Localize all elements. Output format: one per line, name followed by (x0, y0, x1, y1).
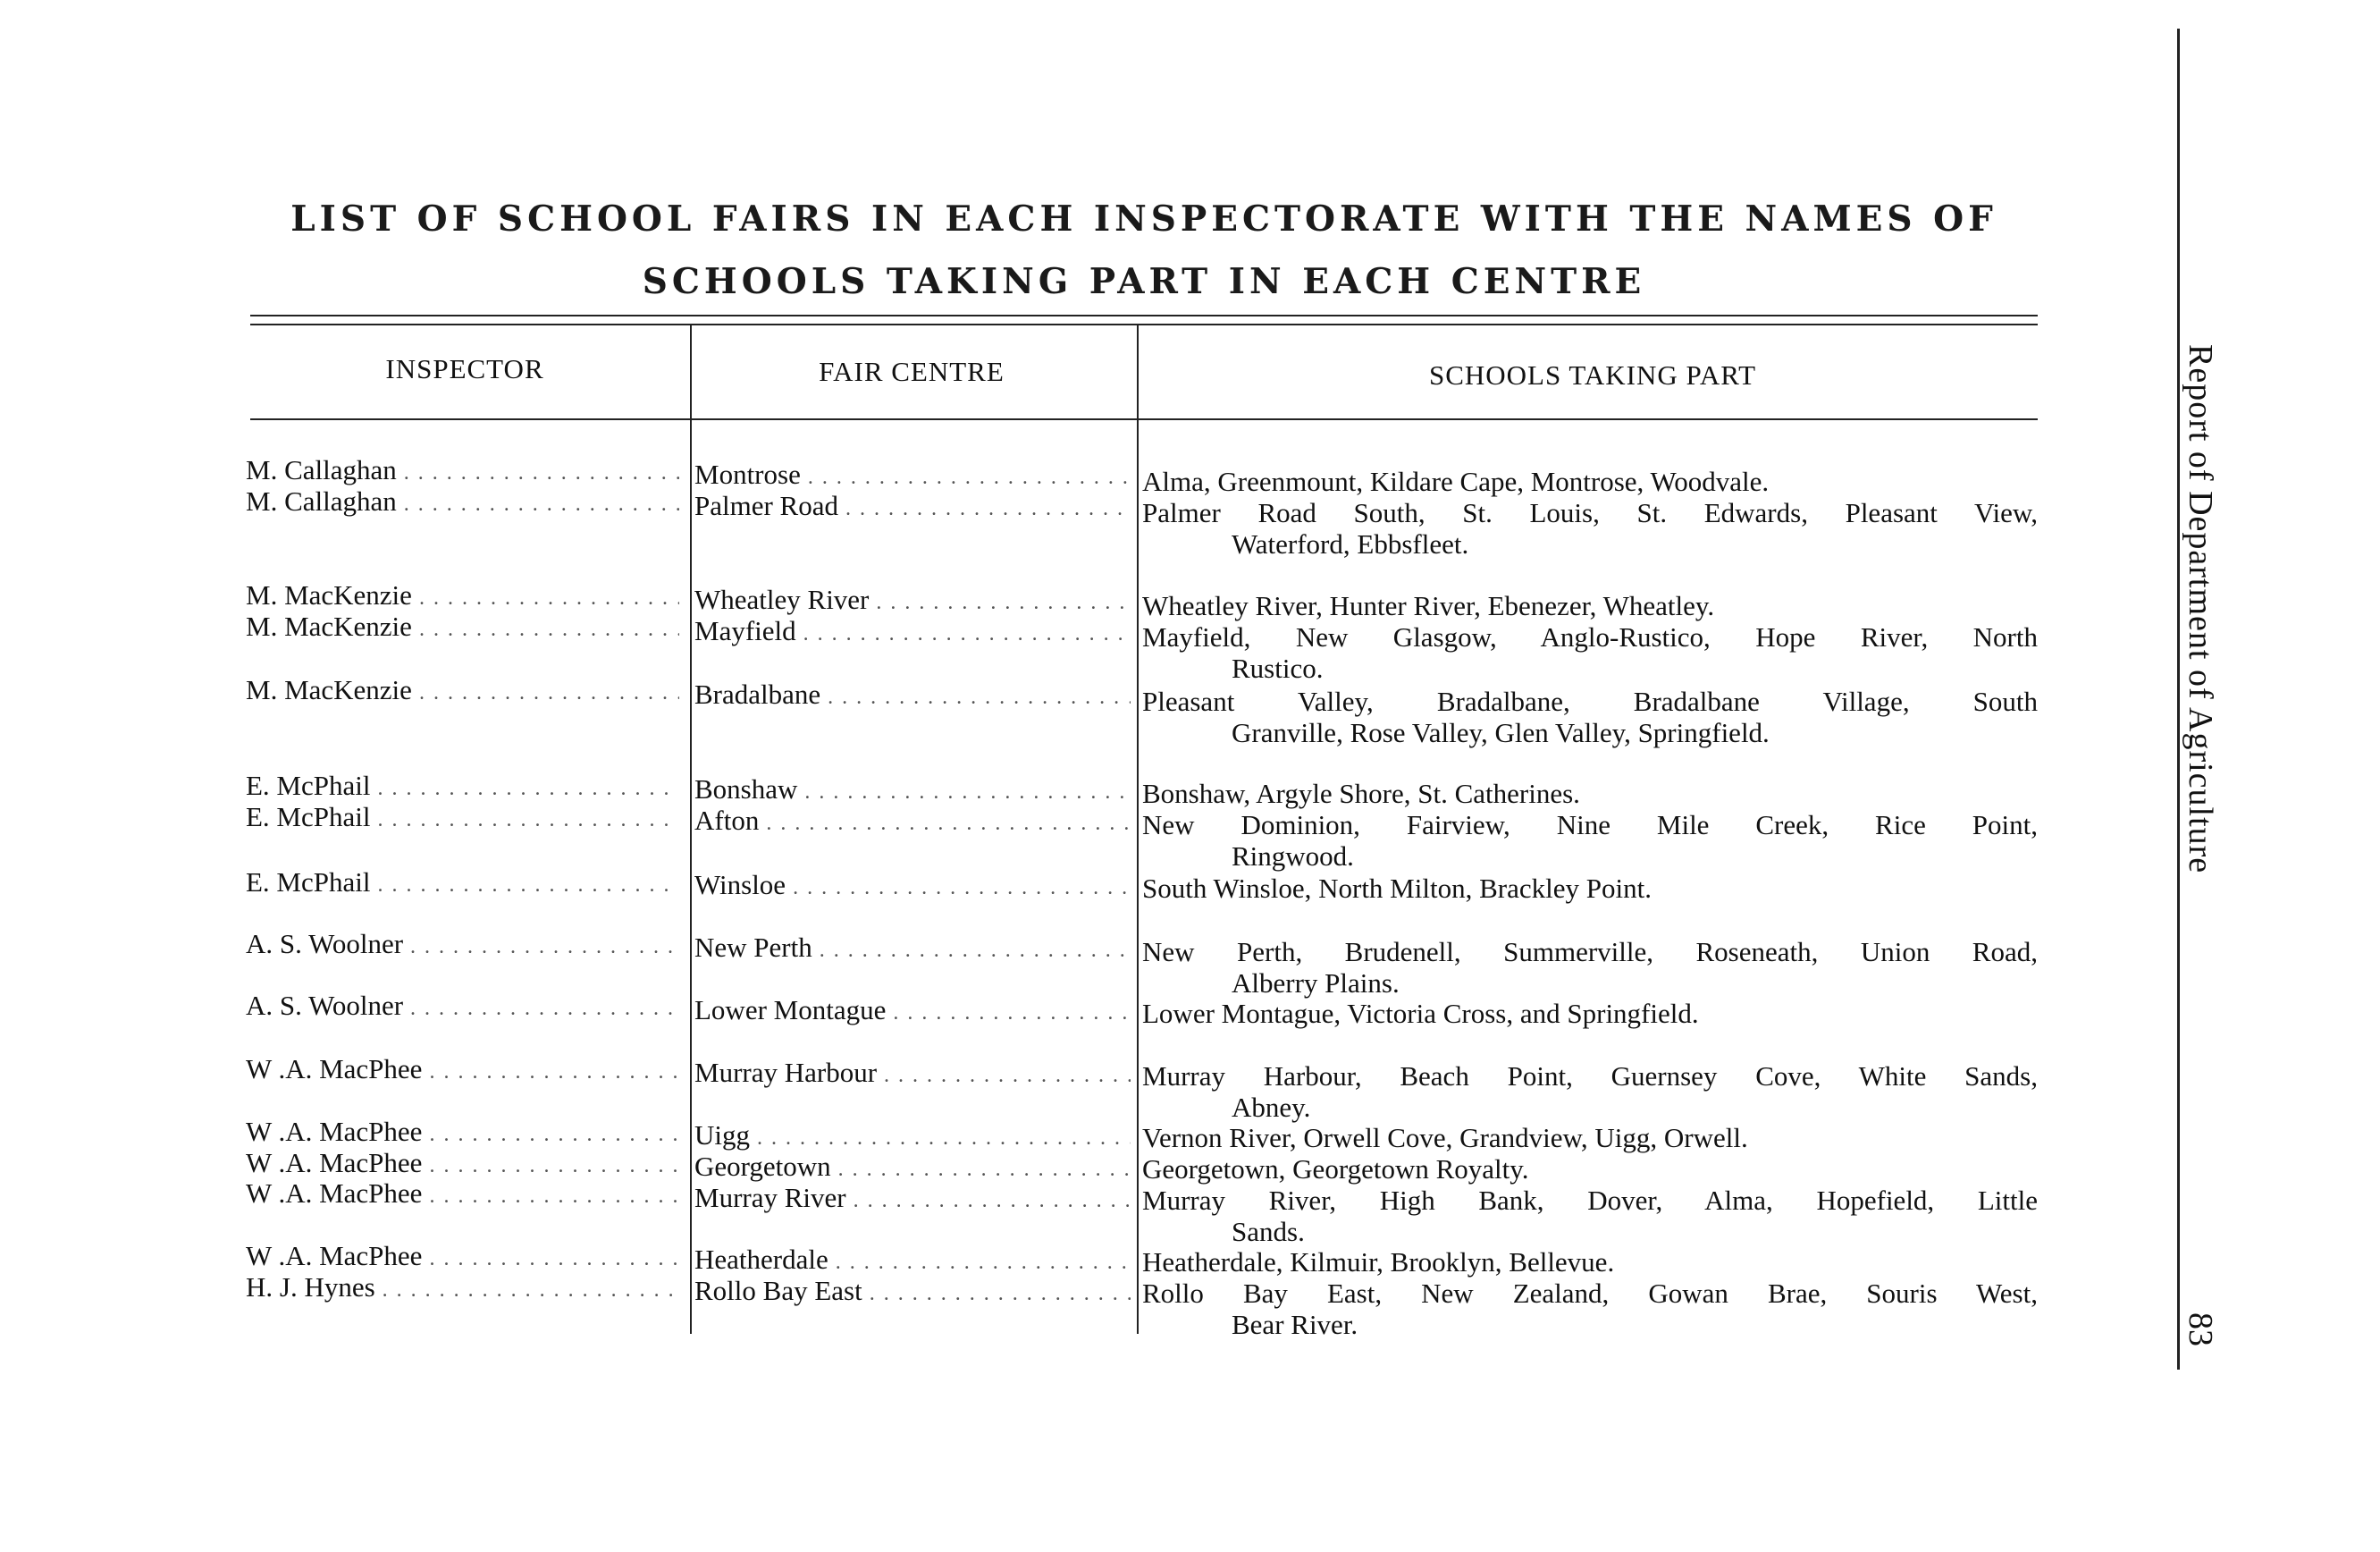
fair-centre-name: Afton . . . (694, 805, 1131, 839)
fair-centre-name: Bonshaw . . . (694, 773, 1131, 808)
schools-line-1: Lower Montague, Victoria Cross, and Springfield. (1142, 998, 1699, 1029)
schools-list (1142, 590, 2038, 621)
header-fair-centre: FAIR CENTRE (819, 356, 1005, 387)
inspector-name: A. S. Woolner . . . (246, 990, 679, 1025)
fair-centre-name: Murray River . . . (694, 1182, 1131, 1217)
schools-line-1: Rollo Bay East, New Zealand, Gowan Brae, Souris West, (1142, 1278, 2038, 1309)
inspector-name: M. MacKenzie . . . (246, 579, 679, 614)
inspector-name: E. McPhail . . . (246, 770, 679, 805)
schools-list (1142, 998, 2038, 1029)
fair-centre-name: Heatherdale . . . (694, 1244, 1131, 1278)
fair-centre-name: Georgetown . . . (694, 1151, 1131, 1185)
schools-line-1: Palmer Road South, St. Louis, St. Edwards, Pleasant View, (1142, 497, 2038, 528)
title-line-1: LIST OF SCHOOL FAIRS IN EACH INSPECTORATE WITH THE NAMES OF (290, 198, 1997, 240)
inspector-name: M. Callaghan . . . (246, 485, 679, 520)
inspector-name: M. MacKenzie . . . (246, 674, 679, 709)
schools-line-1: Heatherdale, Kilmuir, Brooklyn, Bellevue. (1142, 1246, 1615, 1278)
schools-line-1: Bonshaw, Argyle Shore, St. Catherines. (1142, 778, 1580, 809)
schools-list (1142, 778, 2038, 809)
schools-list (1142, 686, 2038, 748)
schools-list (1142, 621, 2038, 684)
header-schools: SCHOOLS TAKING PART (1428, 359, 1757, 391)
schools-line-2: Bear River. (1232, 1309, 1358, 1340)
schools-line-1: Georgetown, Georgetown Royalty. (1142, 1153, 1529, 1185)
schools-list (1142, 936, 2038, 999)
schools-line-1: New Dominion, Fairview, Nine Mile Creek, Rice Point, (1142, 809, 2038, 840)
page-title (250, 188, 2038, 313)
fair-centre-name: Wheatley River . . . (694, 584, 1131, 619)
table-top-rule-2 (250, 324, 2038, 325)
fair-centre-name: Mayfield . . . (694, 615, 1131, 650)
schools-list (1142, 1122, 2038, 1153)
schools-line-2: Granville, Rose Valley, Glen Valley, Springfield. (1232, 717, 1770, 748)
inspector-name: W .A. MacPhee . . . (246, 1177, 679, 1212)
schools-list (1142, 873, 2038, 904)
schools-line-1: Pleasant Valley, Bradalbane, Bradalbane Village, South (1142, 686, 2038, 717)
schools-line-1: Vernon River, Orwell Cove, Grandview, Uigg, Orwell. (1142, 1122, 1748, 1153)
fair-centre-name: Bradalbane . . . (694, 679, 1131, 713)
schools-line-2: Waterford, Ebbsfleet. (1232, 528, 1469, 560)
fair-centre-name: Murray Harbour . . . (694, 1057, 1131, 1092)
inspector-name: W .A. MacPhee . . . (246, 1053, 679, 1088)
schools-line-1: Murray River, High Bank, Dover, Alma, Hopefield, Little (1142, 1185, 2038, 1216)
inspector-name: M. Callaghan . . . (246, 454, 679, 489)
running-head: Report of Department of Agriculture (2182, 344, 2219, 874)
column-divider-2 (1137, 324, 1139, 1334)
schools-list (1142, 809, 2038, 872)
schools-list (1142, 1153, 2038, 1185)
schools-list (1142, 497, 2038, 560)
fair-centre-name: Montrose . . . (694, 459, 1131, 493)
margin-rule (2177, 29, 2180, 1370)
fair-centre-name: Rollo Bay East . . . (694, 1275, 1131, 1310)
inspector-name: E. McPhail . . . (246, 866, 679, 901)
header-inspector: INSPECTOR (385, 353, 544, 384)
fair-centre-name: Uigg . . . (694, 1119, 1131, 1154)
inspector-name: W .A. MacPhee . . . (246, 1116, 679, 1151)
schools-list (1142, 466, 2038, 497)
schools-line-2: Alberry Plains. (1232, 967, 1400, 999)
schools-line-1: South Winsloe, North Milton, Brackley Point. (1142, 873, 1652, 904)
column-divider-1 (690, 324, 692, 1334)
schools-list (1142, 1278, 2038, 1340)
schools-line-1: Mayfield, New Glasgow, Anglo-Rustico, Hope River, North (1142, 621, 2038, 653)
title-line-2: SCHOOLS TAKING PART IN EACH CENTRE (642, 261, 1646, 302)
header-bottom-rule (250, 418, 2038, 420)
inspector-name: A. S. Woolner . . . (246, 928, 679, 963)
schools-line-1: Wheatley River, Hunter River, Ebenezer, Wheatley. (1142, 590, 1715, 621)
schools-line-2: Ringwood. (1232, 840, 1354, 872)
schools-list (1142, 1185, 2038, 1247)
inspector-name: M. MacKenzie . . . (246, 611, 679, 645)
schools-line-2: Abney. (1232, 1092, 1311, 1123)
table-top-rule-1 (250, 315, 2038, 316)
page-number: 83 (2182, 1312, 2219, 1346)
inspector-name: W .A. MacPhee . . . (246, 1240, 679, 1275)
schools-list (1142, 1246, 2038, 1278)
schools-line-1: Alma, Greenmount, Kildare Cape, Montrose, Woodvale. (1142, 466, 1770, 497)
fair-centre-name: New Perth . . . (694, 932, 1131, 966)
inspector-name: H. J. Hynes . . . (246, 1271, 679, 1306)
inspector-name: E. McPhail . . . (246, 801, 679, 836)
schools-line-1: New Perth, Brudenell, Summerville, Roseneath, Union Road, (1142, 936, 2038, 967)
fair-centre-name: Lower Montague . . . (694, 994, 1131, 1029)
schools-list (1142, 1060, 2038, 1123)
fair-centre-name: Winsloe . . . (694, 869, 1131, 904)
inspector-name: W .A. MacPhee . . . (246, 1147, 679, 1182)
schools-line-2: Rustico. (1232, 653, 1324, 684)
schools-line-1: Murray Harbour, Beach Point, Guernsey Cove, White Sands, (1142, 1060, 2038, 1092)
fair-centre-name: Palmer Road . . . (694, 490, 1131, 525)
schools-line-2: Sands. (1232, 1216, 1305, 1247)
